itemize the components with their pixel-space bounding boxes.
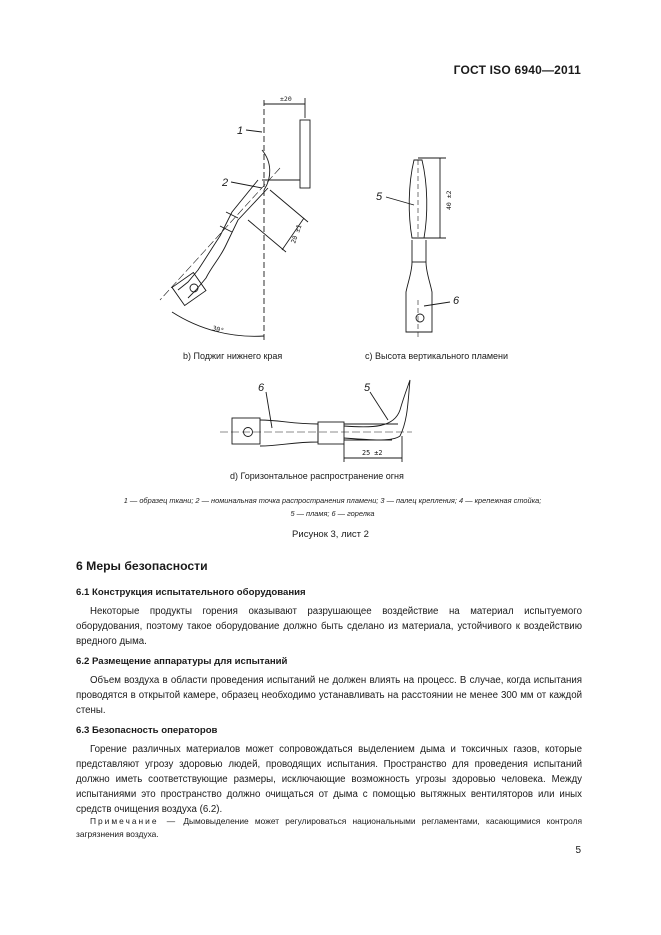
burner-nozzle-c [416, 314, 424, 322]
paragraph-6-1: Некоторые продукты горения оказывают разрушающее воздействие на материал испытуемого оборудования, поэтому такое оборудование должно быть сделано из материала, устойчивого к воздействию вредного дыма. [76, 606, 582, 647]
flame-shape-d [344, 380, 410, 440]
subsection-heading-6-3: 6.3 Безопасность операторов [76, 725, 218, 736]
leader-d-5 [370, 392, 388, 420]
leader-6 [424, 302, 450, 306]
burner-nozzle [190, 284, 198, 292]
callout-b-2: 2 [222, 177, 229, 189]
note-label: Примечание — [90, 816, 178, 826]
paragraph-6-3: Горение различных материалов может сопровождаться выделением дыма и токсичных газов, которые представляют угрозу здоровью людей, проводящих испытания. Пространство для проведения испытаний должно иметь соответствующие размеры, исключающие возможность угрозы здоровью человека. Между испытаниями это пространство должно очищаться от дыма с помощью вытяжных вентиляторов или иных средств очищения воздуха (6.2). [76, 744, 582, 815]
leader-2 [231, 182, 262, 188]
callout-c-5: 5 [376, 191, 383, 203]
figure-c-vertical-flame-height [386, 158, 450, 338]
caption-d: d) Горизонтальное распространение огня [230, 471, 404, 481]
standard-header: ГОСТ ISO 6940—2011 [453, 63, 581, 77]
note [76, 815, 582, 841]
legend-line-1: 1 — образец ткани; 2 — номинальная точка распространения пламени; 3 — палец крепления; 4 — крепежная стойка; [123, 496, 542, 505]
leader-d-6 [266, 392, 272, 428]
burner-base-d [232, 418, 260, 444]
dim-b-angle: 30° [211, 324, 225, 335]
caption-c: c) Высота вертикального пламени [365, 351, 509, 361]
callout-d-5: 5 [364, 382, 371, 394]
mounting-post [300, 120, 310, 188]
subsection-heading-6-2: 6.2 Размещение аппаратуры для испытаний [76, 656, 288, 667]
section-heading: 6 Меры безопасности [76, 559, 208, 573]
figure-b-ignition-lower-edge [160, 98, 310, 340]
leader-1 [246, 130, 262, 132]
subsection-heading-6-1: 6.1 Конструкция испытательного оборудования [76, 587, 306, 598]
dim-b-diag: 20 ±1 [289, 223, 304, 245]
callout-b-1: 1 [237, 125, 244, 137]
dim-d-length: 25 ±2 [362, 449, 383, 457]
legend-line-2: 5 — пламя; 6 — горелка [290, 509, 375, 518]
caption-b: b) Поджиг нижнего края [183, 351, 283, 361]
leader-5 [386, 197, 414, 205]
page-number: 5 [575, 845, 581, 856]
callout-c-6: 6 [453, 295, 460, 307]
burner-collar-d [318, 422, 344, 444]
burner-vertical [406, 240, 432, 332]
paragraph-6-2: Объем воздуха в области проведения испытаний не должен влиять на процесс. В случае, когда испытания проводятся в открытой камере, образец необходимо устанавливать на расстоянии не менее 300 мм от каждой стены. [76, 675, 582, 716]
figure-title: Рисунок 3, лист 2 [292, 529, 369, 540]
figure-d-horizontal-flame-spread [220, 380, 412, 462]
figure-legend [60, 494, 605, 520]
burner-body-d [260, 420, 318, 446]
specimen-edge [262, 150, 270, 190]
dim-c-height: 40 ±2 [445, 190, 453, 210]
callout-d-6: 6 [258, 382, 265, 394]
burner-base [172, 273, 206, 306]
note-text: Дымовыделение может регулироваться национальными регламентами, касающимися контроля загрязнения воздуха. [76, 816, 582, 839]
dim-b-top: ±20 [280, 95, 292, 103]
